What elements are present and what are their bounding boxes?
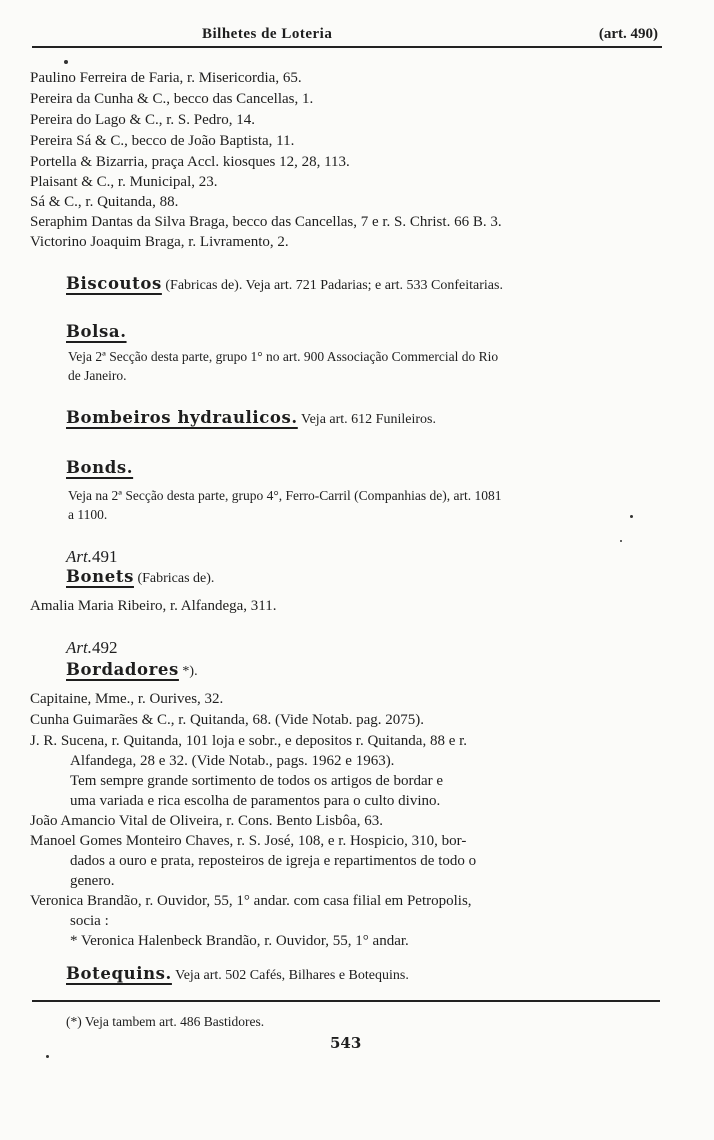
list-item: Amalia Maria Ribeiro, r. Alfandega, 311. <box>30 598 277 614</box>
list-item-continuation: * Veronica Halenbeck Brandão, r. Ouvidor, 55, 1° andar. <box>70 933 409 949</box>
list-item: Pereira do Lago & C., r. S. Pedro, 14. <box>30 112 255 128</box>
section-reference: Veja art. 612 Funileiros. <box>297 412 436 427</box>
print-speck <box>620 540 622 542</box>
list-item-continuation: uma variada e rica escolha de paramentos para o culto divino. <box>70 793 441 809</box>
list-item: Seraphim Dantas da Silva Braga, becco das Cancellas, 7 e r. S. Christ. 66 B. 3. <box>30 214 502 230</box>
list-item: Cunha Guimarães & C., r. Quitanda, 68. (Vide Notab. pag. 2075). <box>30 712 425 728</box>
section-heading: Bonets <box>66 567 134 586</box>
section-text: Veja 2ª Secção desta parte, grupo 1° no art. 900 Associação Commercial do Rio <box>68 349 499 364</box>
article-prefix: Art. <box>66 638 92 657</box>
list-item-continuation: dados a ouro e prata, reposteiros de igreja e repartimentos de todo o <box>70 853 477 869</box>
print-speck <box>64 60 68 64</box>
list-item: Sá & C., r. Quitanda, 88. <box>30 194 179 210</box>
section-reference: Veja art. 502 Cafés, Bilhares e Botequins. <box>171 968 409 983</box>
document-page <box>30 0 660 1140</box>
list-item: Paulino Ferreira de Faria, r. Misericordia, 65. <box>30 70 302 86</box>
footnote-rule <box>32 1000 660 1002</box>
list-item: Plaisant & C., r. Municipal, 23. <box>30 174 218 190</box>
running-header <box>30 24 660 44</box>
section-text: Veja na 2ª Secção desta parte, grupo 4°, Ferro-Carril (Companhias de), art. 1081 <box>68 488 502 503</box>
article-number-492 <box>66 638 117 658</box>
list-item: Capitaine, Mme., r. Ourives, 32. <box>30 691 224 707</box>
list-item-continuation: socia : <box>70 913 109 929</box>
footnote: (*) Veja tambem art. 486 Bastidores. <box>66 1014 265 1029</box>
header-rule <box>32 46 662 48</box>
page-number: 543 <box>330 1034 362 1052</box>
section-heading: Bombeiros hydraulicos. <box>66 408 298 427</box>
list-item-continuation: Tem sempre grande sortimento de todos os artigos de bordar e <box>70 773 444 789</box>
section-text: a 1100. <box>68 507 108 522</box>
section-heading: Biscoutos <box>66 274 162 293</box>
section-bombeiros <box>66 408 436 430</box>
list-item: João Amancio Vital de Oliveira, r. Cons. Bento Lisbôa, 63. <box>30 813 383 829</box>
section-text: de Janeiro. <box>68 368 127 383</box>
list-item: Manoel Gomes Monteiro Chaves, r. S. José, 108, e r. Hospicio, 310, bor- <box>30 833 467 849</box>
section-bonds <box>66 458 133 480</box>
list-item-continuation: Alfandega, 28 e 32. (Vide Notab., pags. 1962 e 1963). <box>70 753 395 769</box>
header-article: (art. 490) <box>598 26 658 42</box>
section-heading: Bonds. <box>66 458 134 477</box>
header-title: Bilhetes de Loteria <box>202 26 333 42</box>
list-item: J. R. Sucena, r. Quitanda, 101 loja e sobr., e depositos r. Quitanda, 88 e r. <box>30 733 468 749</box>
list-item: Veronica Brandão, r. Ouvidor, 55, 1° andar. com casa filial em Petropolis, <box>30 893 472 909</box>
list-item: Pereira Sá & C., becco de João Baptista, 11. <box>30 133 295 149</box>
section-bonets <box>66 567 214 589</box>
list-item: Pereira da Cunha & C., becco das Cancellas, 1. <box>30 91 314 107</box>
section-heading: Botequins. <box>66 964 172 983</box>
article-number: 492 <box>91 638 118 657</box>
article-prefix: Art. <box>66 547 92 566</box>
section-bolsa <box>66 322 127 344</box>
list-item: Victorino Joaquim Braga, r. Livramento, 2. <box>30 234 289 250</box>
article-number: 491 <box>91 547 118 566</box>
section-reference: *). <box>178 664 198 679</box>
print-speck <box>630 515 633 518</box>
section-reference: (Fabricas de). <box>133 571 215 586</box>
section-biscoutos <box>66 274 503 296</box>
article-number-491 <box>66 547 117 567</box>
section-heading: Bolsa. <box>66 322 127 341</box>
section-bordadores <box>66 660 198 682</box>
list-item-continuation: genero. <box>70 873 115 889</box>
print-speck <box>46 1055 49 1058</box>
section-heading: Bordadores <box>66 660 179 679</box>
section-botequins <box>66 964 409 986</box>
section-reference: (Fabricas de). Veja art. 721 Padarias; e art. 533 Confeitarias. <box>161 278 503 293</box>
list-item: Portella & Bizarria, praça Accl. kiosques 12, 28, 113. <box>30 154 350 170</box>
